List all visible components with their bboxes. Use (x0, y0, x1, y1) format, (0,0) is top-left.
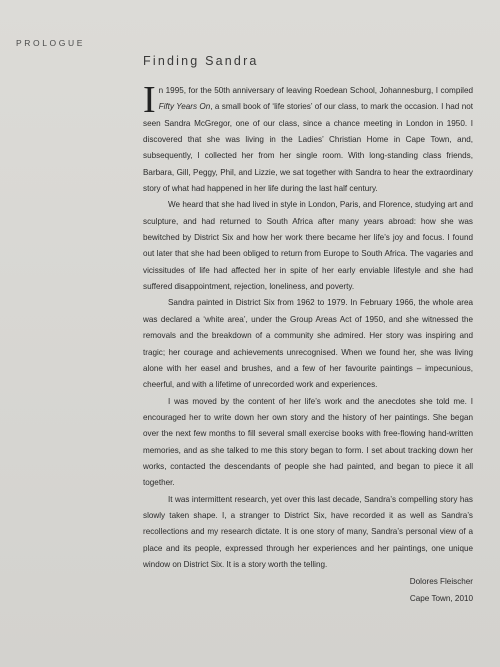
paragraph-2: We heard that she had lived in style in London, Paris, and Florence, studying art and sculpture, and had returned to South Africa after many years abroad: how she was bewitched by District Six and how her work there became her life’s joy and focus. I found out later that she had been obliged to return from Europe to South Africa. The vagaries and vicissitudes of life had affected her in spite of her early enviable lifestyle and she had suffered disappointment, rejection, loneliness, and poverty. (143, 200, 473, 292)
drop-cap: I (143, 79, 156, 121)
section-label: PROLOGUE (16, 38, 85, 48)
chapter-title: Finding Sandra (143, 54, 259, 68)
paragraph-3: Sandra painted in District Six from 1962 to 1979. In February 1966, the whole area was declared a ‘white area’, under the Group Areas Act of 1950, and she witnessed the removals and the breakdown of a community she admired. Her story was inspiring and tragic; her courage and achievements unrecognised. When we found her, she was living alone with her easel and brushes, and a few of her favourite paintings – impecunious, cheerful, and with a lifetime of unrecorded work and experiences. (143, 298, 473, 390)
paragraph-1-text-a: n 1995, for the 50th anniversary of leaving Roedean School, Johannesburg, I compiled (158, 86, 473, 95)
paragraph-1-text-b: , a small book of ‘life stories’ of our class, to mark the occasion. I had not seen Sandra McGregor, one of our class, since a chance meeting in London in 1950. I discovered that she was living in the Ladies’ Christian Home in Cape Town, and, subsequently, I collected her from her single room. With long-standing class friends, Barbara, Gill, Peggy, Phil, and Lizzie, we sat together with Sandra to hear the extraordinary story of what had happened in her life during the last half century. (143, 102, 473, 194)
paragraph-1 (143, 79, 473, 197)
author-name: Dolores Fleischer (409, 577, 473, 587)
paragraph-5: It was intermittent research, yet over this last decade, Sandra’s compelling story has slowly taken shape. I, a stranger to District Six, have recorded it as well as Sandra’s recollections and my research dictate. It is one story of many, Sandra’s personal view of a place and its people, expressed through her experiences and her paintings, one unique window on District Six. It is a story worth the telling. (143, 494, 473, 569)
signature-block (143, 574, 473, 607)
book-title-fifty-years-on: Fifty Years On (158, 102, 211, 112)
place-and-date: Cape Town, 2010 (409, 593, 473, 603)
prologue-body (143, 79, 473, 607)
paragraph-4: I was moved by the content of her life’s work and the anecdotes she told me. I encouraged her to write down her own story and the history of her paintings. She began over the next few months to fill several small exercise books with free-flowing hand-written memories, and as she talked to me this story began to form. I set about tracking down her works, contacted the descendants of people she had painted, and began to piece it all together. (143, 396, 473, 488)
